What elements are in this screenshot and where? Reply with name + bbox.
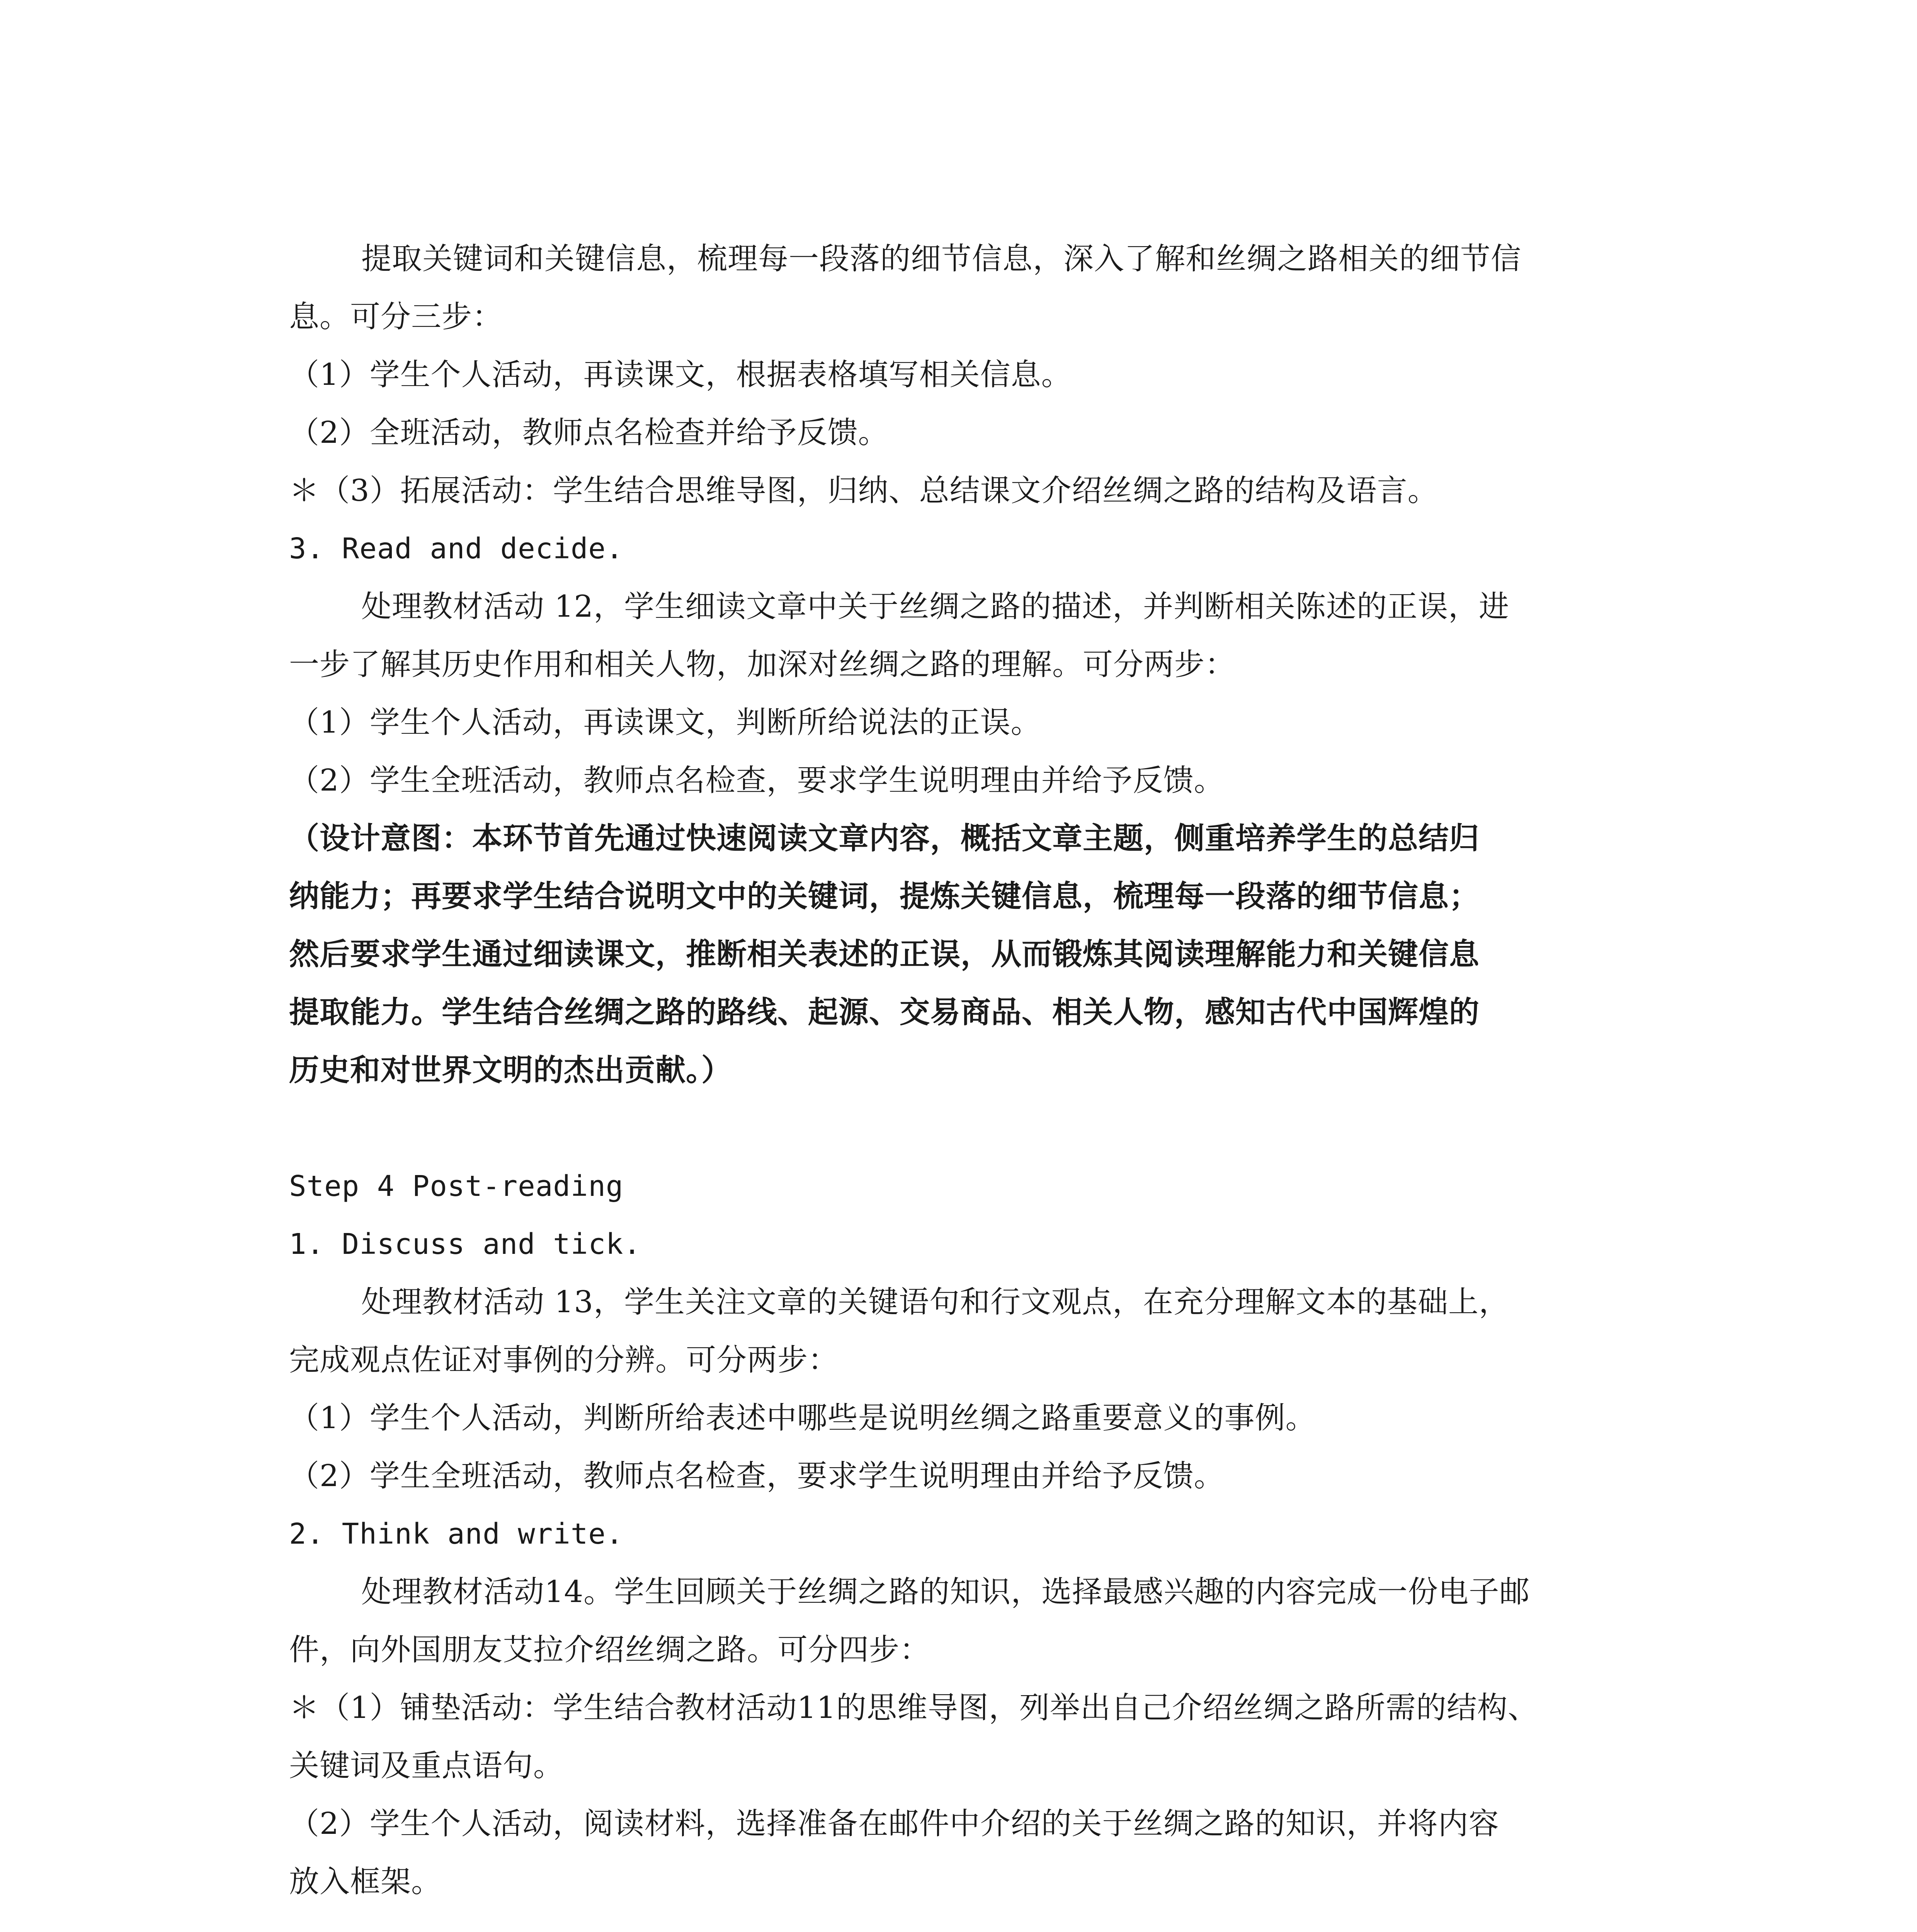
paragraph-line: 提取关键词和关键信息，梳理每一段落的细节信息，深入了解和丝绸之路相关的细节信 [361, 242, 1522, 276]
step-item: （2）全班活动，教师点名检查并给予反馈。 [289, 415, 889, 450]
design-intent-line: （设计意图：本环节首先通过快速阅读文章内容，概括文章主题，侧重培养学生的总结归 [289, 821, 1480, 856]
step-item-continuation: 关键词及重点语句。 [289, 1748, 564, 1783]
activity-heading: 2. Think and write. [289, 1517, 624, 1551]
step-item: （1）学生个人活动，判断所给表述中哪些是说明丝绸之路重要意义的事例。 [289, 1401, 1316, 1435]
design-intent-line: 纳能力；再要求学生结合说明文中的关键词，提炼关键信息，梳理每一段落的细节信息； [289, 879, 1480, 914]
step-heading: Step 4 Post-reading [289, 1170, 624, 1203]
design-intent-line: 然后要求学生通过细读课文，推断相关表述的正误，从而锻炼其阅读理解能力和关键信息 [289, 937, 1480, 972]
paragraph-line: 息。可分三步： [289, 299, 503, 334]
step-item: （2）学生全班活动，教师点名检查，要求学生说明理由并给予反馈。 [289, 763, 1225, 798]
paragraph-line: 处理教材活动 12，学生细读文章中关于丝绸之路的描述，并判断相关陈述的正误，进 [361, 589, 1510, 624]
activity-heading: 1. Discuss and tick. [289, 1228, 641, 1261]
step-item: （1）学生个人活动，再读课文，根据表格填写相关信息。 [289, 357, 1072, 392]
step-item: ＊（1）铺垫活动：学生结合教材活动11的思维导图，列举出自己介绍丝绸之路所需的结构、 [289, 1690, 1538, 1725]
paragraph-line: 完成观点佐证对事例的分辨。可分两步： [289, 1343, 839, 1378]
paragraph-line: 处理教材活动 13，学生关注文章的关键语句和行文观点，在充分理解文本的基础上， [361, 1285, 1510, 1320]
step-item: ＊（3）拓展活动：学生结合思维导图，归纳、总结课文介绍丝绸之路的结构及语言。 [289, 473, 1438, 508]
step-item: （2）学生全班活动，教师点名检查，要求学生说明理由并给予反馈。 [289, 1459, 1225, 1493]
paragraph-line: 件，向外国朋友艾拉介绍丝绸之路。可分四步： [289, 1633, 930, 1667]
step-item: （1）学生个人活动，再读课文，判断所给说法的正误。 [289, 705, 1041, 740]
design-intent-line: 历史和对世界文明的杰出贡献。） [289, 1053, 732, 1088]
paragraph-line: 处理教材活动14。学生回顾关于丝绸之路的知识，选择最感兴趣的内容完成一份电子邮 [361, 1575, 1530, 1609]
activity-heading: 3. Read and decide. [289, 532, 624, 565]
step-item: （2）学生个人活动，阅读材料，选择准备在邮件中介绍的关于丝绸之路的知识，并将内容 [289, 1806, 1499, 1841]
design-intent-line: 提取能力。学生结合丝绸之路的路线、起源、交易商品、相关人物，感知古代中国辉煌的 [289, 995, 1480, 1030]
step-item-continuation: 放入框架。 [289, 1864, 442, 1899]
paragraph-line: 一步了解其历史作用和相关人物，加深对丝绸之路的理解。可分两步： [289, 647, 1236, 682]
